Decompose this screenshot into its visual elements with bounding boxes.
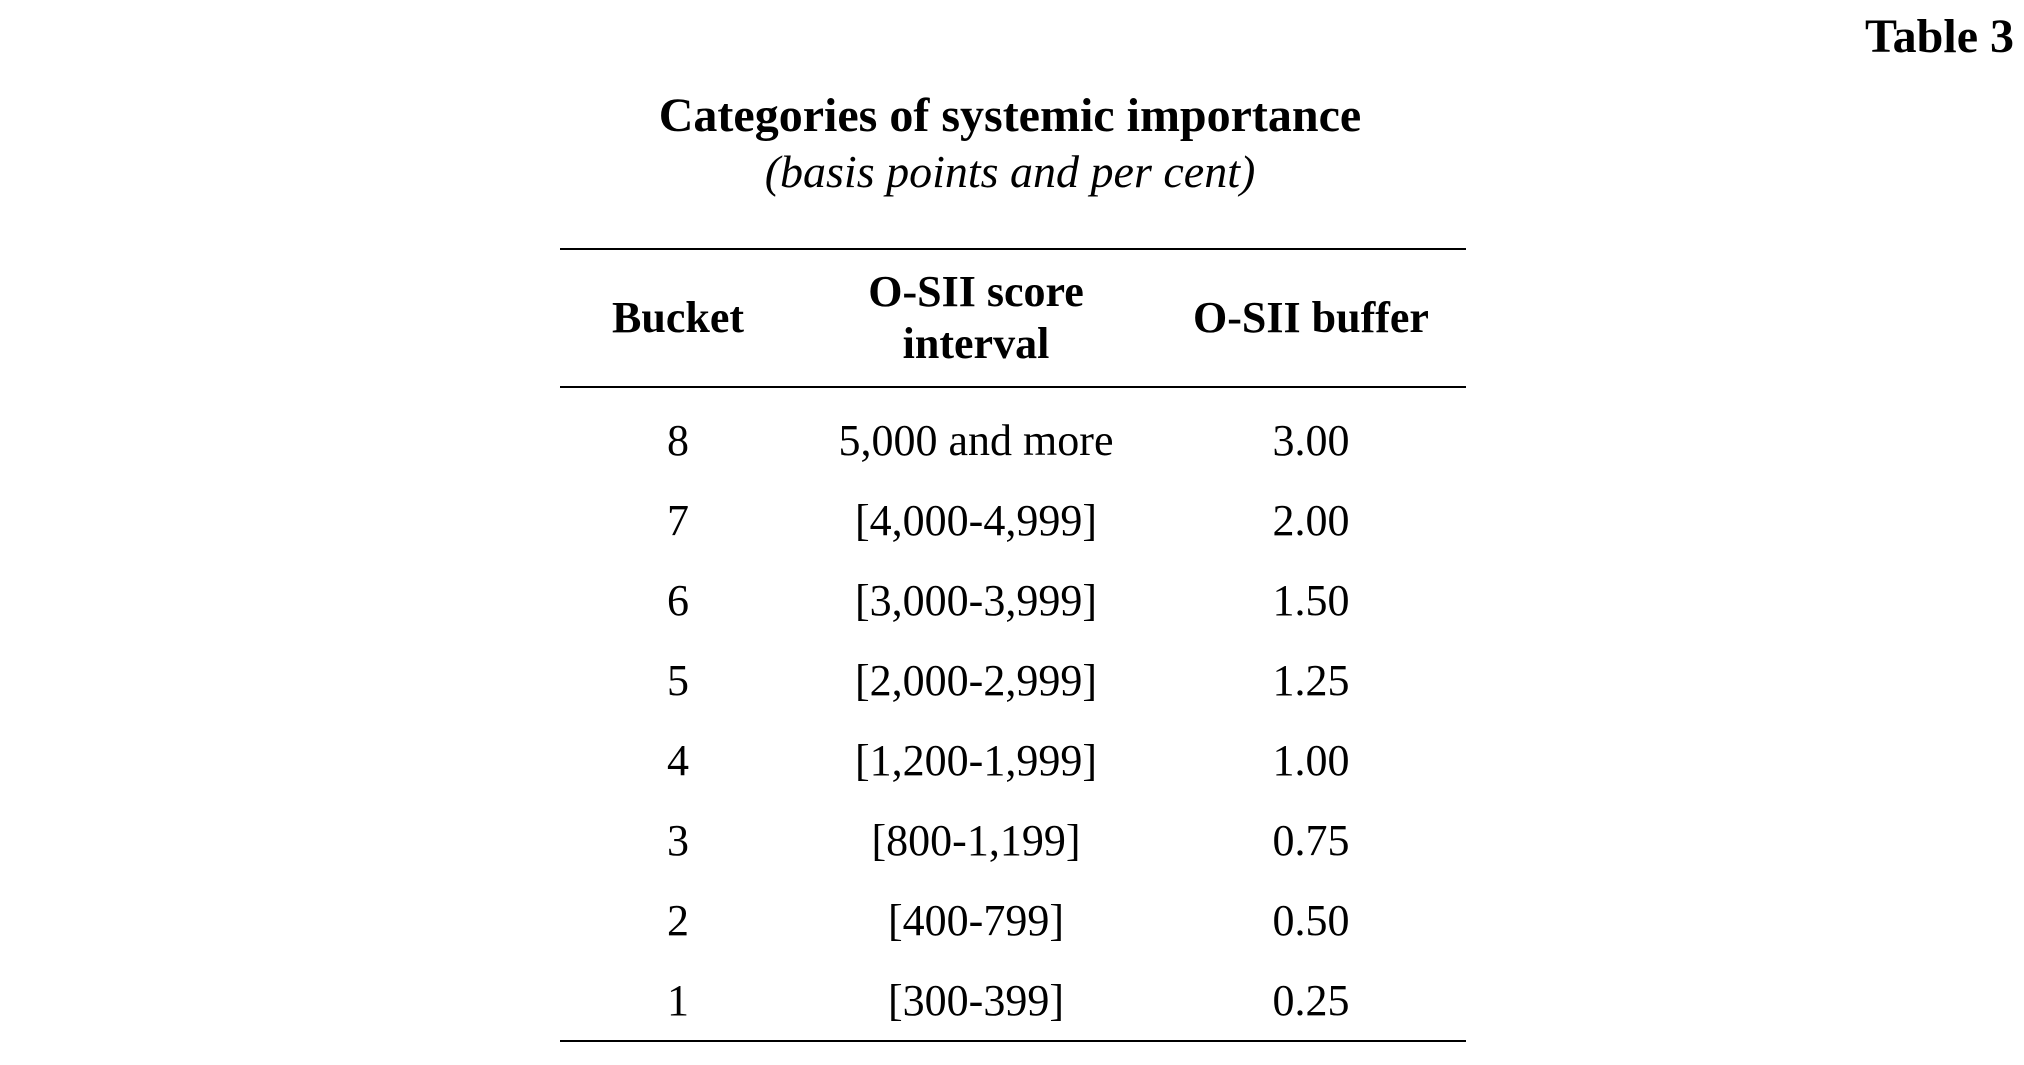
cell-interval: [400-799] xyxy=(888,895,1064,945)
table-row xyxy=(560,480,1466,560)
cell-bucket: 4 xyxy=(667,735,689,785)
cell-buffer: 2.00 xyxy=(1272,495,1350,545)
cell-bucket: 6 xyxy=(667,575,689,625)
cell-interval: [2,000-2,999] xyxy=(855,655,1097,705)
table-number: Table 3 xyxy=(1865,10,2014,63)
table-row xyxy=(560,560,1466,640)
systemic-importance-table xyxy=(560,248,1466,1042)
table-row xyxy=(560,720,1466,800)
cell-buffer: 1.25 xyxy=(1272,655,1350,705)
header-bucket-label: Bucket xyxy=(612,293,744,342)
header-bucket xyxy=(560,249,796,387)
header-score-interval-line2: interval xyxy=(902,319,1050,368)
cell-buffer: 3.00 xyxy=(1272,415,1350,465)
cell-interval: [3,000-3,999] xyxy=(855,575,1097,625)
table-row xyxy=(560,880,1466,960)
cell-interval: [4,000-4,999] xyxy=(855,495,1097,545)
header-buffer xyxy=(1156,249,1466,387)
table-row xyxy=(560,800,1466,880)
cell-bucket: 1 xyxy=(667,975,689,1025)
table-header xyxy=(560,249,1466,387)
table-row xyxy=(560,387,1466,480)
cell-buffer: 0.75 xyxy=(1272,815,1350,865)
cell-buffer: 1.00 xyxy=(1272,735,1350,785)
table-body xyxy=(560,387,1466,1041)
cell-interval: [800-1,199] xyxy=(871,815,1081,865)
header-row xyxy=(560,249,1466,387)
cell-interval: [300-399] xyxy=(888,975,1064,1025)
cell-bucket: 5 xyxy=(667,655,689,705)
table-row xyxy=(560,640,1466,720)
cell-buffer: 0.25 xyxy=(1272,975,1350,1025)
title-block xyxy=(560,88,1460,200)
table-row xyxy=(560,960,1466,1041)
cell-bucket: 2 xyxy=(667,895,689,945)
cell-bucket: 7 xyxy=(667,495,689,545)
cell-bucket: 8 xyxy=(667,415,689,465)
table-title: Categories of systemic importance xyxy=(658,89,1362,142)
header-score-interval xyxy=(796,249,1156,387)
cell-interval: [1,200-1,999] xyxy=(855,735,1097,785)
cell-buffer: 1.50 xyxy=(1272,575,1350,625)
header-buffer-label: O-SII buffer xyxy=(1193,293,1429,342)
cell-bucket: 3 xyxy=(667,815,689,865)
table-subtitle: (basis points and per cent) xyxy=(764,146,1256,197)
cell-buffer: 0.50 xyxy=(1272,895,1350,945)
cell-interval: 5,000 and more xyxy=(838,415,1114,465)
header-score-interval-line1: O-SII score xyxy=(868,267,1084,316)
